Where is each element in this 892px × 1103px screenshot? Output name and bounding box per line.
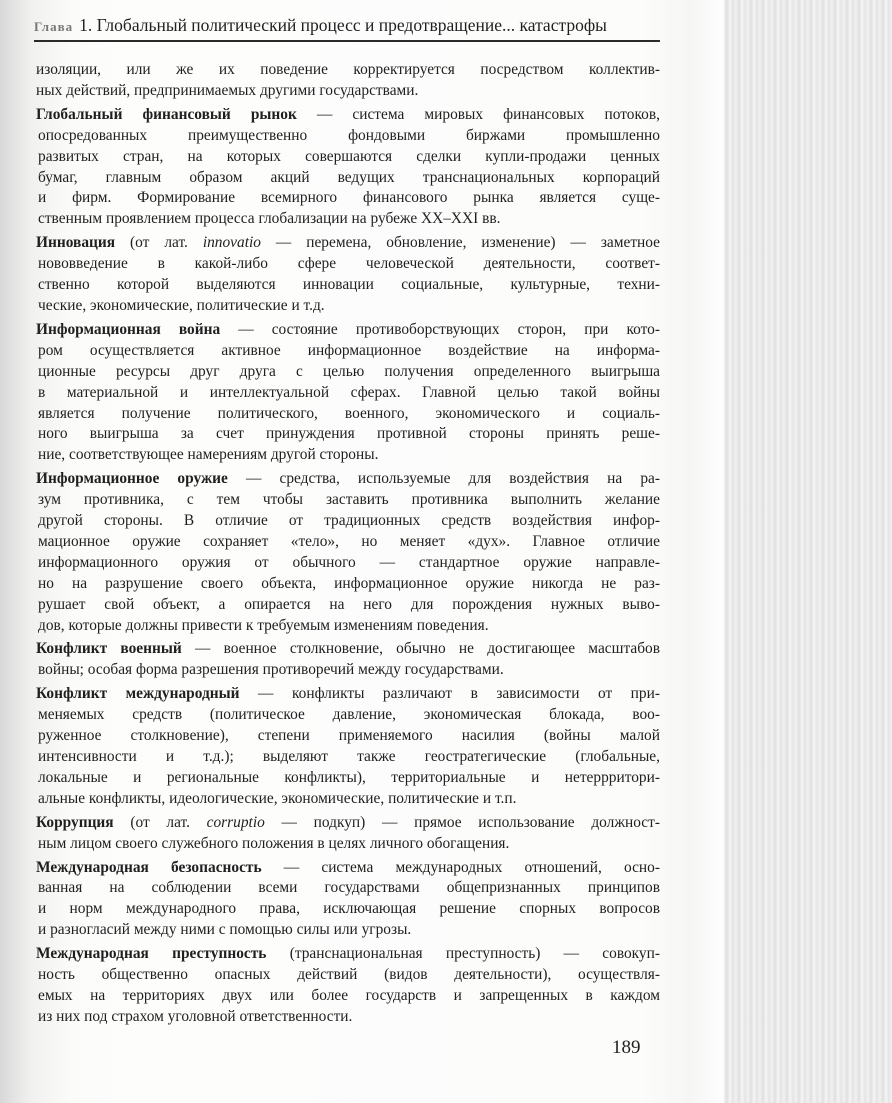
entry-line: ность общественно опасных действий (видов деятельности), осуществля- bbox=[38, 966, 660, 984]
glossary-entry-international-conflict bbox=[36, 684, 660, 809]
entry-line: информационного оружия от обычного — стандартное оружие направле- bbox=[38, 553, 660, 571]
glossary-entry-innovation bbox=[36, 233, 660, 317]
glossary-term: Инновация bbox=[36, 234, 116, 252]
entry-line: альные конфликты, идеологические, экономические, политические и т.п. bbox=[38, 789, 517, 807]
entry-line: ственным проявлением процесса глобализации на рубеже XX–XXI вв. bbox=[38, 210, 501, 228]
entry-line: ние, соответствующее намерениям другой стороны. bbox=[38, 446, 379, 464]
entry-line: из них под страхом уголовной ответственности. bbox=[38, 1007, 353, 1025]
glossary-term: Информационное оружие bbox=[36, 470, 228, 488]
entry-line: бумаг, главным образом акций ведущих транснациональных корпораций bbox=[38, 168, 660, 186]
entry-line: интенсивности и т.д.); выделяют также геостратегические (глобальные, bbox=[38, 748, 660, 765]
entry-line: нововведение в какой-либо сфере человеческой деятельности, соответ- bbox=[38, 255, 660, 273]
glossary-entry-information-weapon bbox=[36, 469, 660, 636]
glossary-entry-continuation bbox=[36, 60, 660, 102]
entry-line: развитых стран, на которых совершаются сделки купли-продажи ценных bbox=[38, 147, 660, 165]
entry-line: руженное столкновение), степени применяемого насилия (войны малой bbox=[38, 727, 660, 745]
entry-line: рушает свой объект, а опирается на него для порождения нужных выво- bbox=[38, 595, 660, 613]
entry-line: является получение политического, военного, экономического и социаль- bbox=[38, 404, 660, 422]
entry-line: ванная на соблюдении всеми государствами общепризнанных принципов bbox=[38, 879, 660, 897]
entry-line: ром осуществляется активное информационное воздействие на информа- bbox=[38, 341, 660, 359]
entry-line: емых на территориях двух или более государств и запрещенных в каждом bbox=[38, 986, 660, 1004]
glossary-content bbox=[36, 60, 660, 1031]
entry-line: ных действий, предпринимаемых другими государствами. bbox=[36, 81, 419, 99]
entry-line: и фирм. Формирование всемирного финансового рынка является суще- bbox=[38, 189, 660, 207]
latin-prefix: (от лат. bbox=[113, 813, 207, 831]
entry-line: — конфликты различают в зависимости от при- bbox=[239, 685, 660, 703]
page-number: 189 bbox=[612, 1037, 641, 1058]
header-title: 1. Глобальный политический процесс и предотвращение... катастрофы bbox=[79, 15, 607, 35]
header-label: Глава bbox=[34, 19, 74, 34]
entry-line: зум противника, с тем чтобы заставить противника выполнить желание bbox=[38, 491, 660, 509]
entry-line: войны; особая форма разрешения противоречий между государствами. bbox=[38, 661, 504, 679]
glossary-entry-information-war bbox=[36, 320, 660, 466]
latin-word: corruptio bbox=[206, 813, 265, 831]
glossary-entry-global-financial-market bbox=[36, 105, 660, 230]
glossary-entry-international-security bbox=[36, 858, 660, 942]
glossary-term: Конфликт военный bbox=[36, 640, 182, 658]
latin-prefix: (от лат. bbox=[115, 234, 203, 252]
entry-line: локальные и региональные конфликты), территориальные и нетеррритори- bbox=[38, 768, 660, 786]
entry-line: ным лицом своего служебного положения в целях личного обогащения. bbox=[38, 834, 510, 852]
entry-line: ственно которой выделяются инновации социальные, культурные, техни- bbox=[38, 276, 660, 294]
glossary-term: Коррупция bbox=[36, 813, 114, 831]
glossary-term: Глобальный финансовый рынок bbox=[36, 105, 297, 123]
entry-line: ционные ресурсы друг друга с целью получения определенного выигрыша bbox=[38, 362, 660, 380]
entry-line: — состояние противоборствующих сторон, при кото- bbox=[220, 320, 660, 338]
entry-line: и норм международного права, исключающая решение спорных вопросов bbox=[38, 900, 660, 918]
entry-line: изоляции, или же их поведение корректируется посредством коллектив- bbox=[36, 61, 660, 78]
entry-line: — система международных отношений, осно- bbox=[261, 858, 660, 876]
latin-word: innovatio bbox=[202, 234, 261, 252]
glossary-term: Информационная война bbox=[36, 320, 221, 338]
entry-line: дов, которые должны привести к требуемым изменениям поведения. bbox=[38, 616, 489, 634]
entry-line: — средства, используемые для воздействия на ра- bbox=[227, 470, 660, 488]
entry-line: опосредованных преимущественно фондовыми биржами промышленно bbox=[38, 126, 660, 144]
entry-line: — система мировых финансовых потоков, bbox=[296, 105, 660, 123]
entry-line: — военное столкновение, обычно не достигающее масштабов bbox=[181, 640, 660, 658]
entry-line: меняемых средств (политическое давление, экономическая блокада, воо- bbox=[38, 706, 660, 724]
glossary-term: Международная безопасность bbox=[36, 858, 262, 876]
entry-line: в материальной и интеллектуальной сферах. Главной целью такой войны bbox=[38, 383, 660, 401]
glossary-entry-corruption bbox=[36, 813, 660, 855]
entry-line: — перемена, обновление, изменение) — заметное bbox=[260, 234, 660, 252]
entry-line: другой стороны. В отличие от традиционных средств воздействия инфор- bbox=[38, 512, 660, 530]
entry-line: и разногласий между ними с помощью силы или угрозы. bbox=[38, 921, 412, 939]
page-fore-edge bbox=[724, 0, 892, 1103]
entry-line: (транснациональная преступность) — совокуп- bbox=[266, 945, 660, 963]
entry-line: но на разрушение своего объекта, информационное оружие никогда не раз- bbox=[38, 574, 660, 592]
entry-line: ного выигрыша за счет принуждения противной стороны принять реше- bbox=[38, 425, 660, 443]
glossary-entry-military-conflict bbox=[36, 639, 660, 681]
entry-line: — подкуп) — прямое использование должност- bbox=[264, 813, 660, 831]
glossary-term: Международная преступность bbox=[36, 945, 267, 963]
entry-line: ческие, экономические, политические и т.д. bbox=[38, 296, 325, 314]
glossary-term: Конфликт международный bbox=[36, 685, 240, 703]
running-header bbox=[34, 12, 660, 42]
entry-line: мационное оружие сохраняет «тело», но меняет «дух». Главное отличие bbox=[38, 532, 660, 550]
glossary-entry-international-crime bbox=[36, 944, 660, 1028]
